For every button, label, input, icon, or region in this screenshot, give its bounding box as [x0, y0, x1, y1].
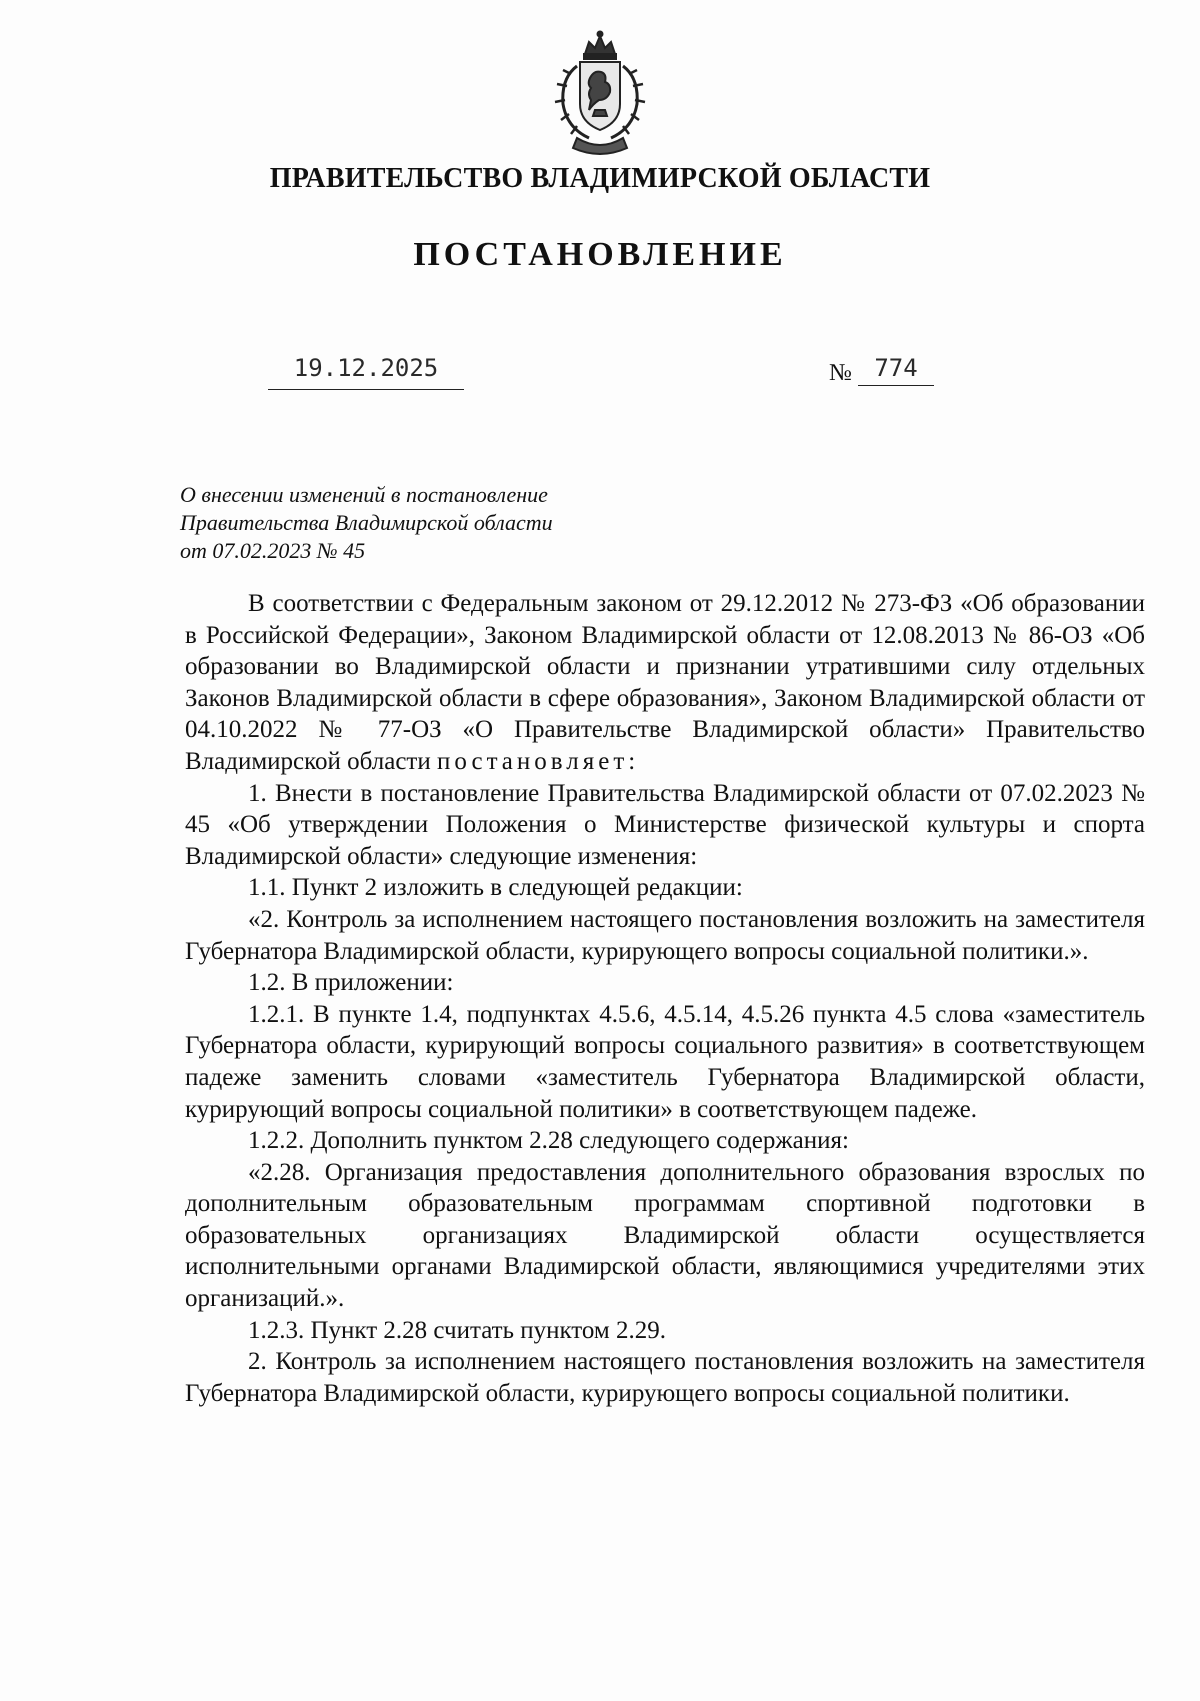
paragraph-2: 2. Контроль за исполнением настоящего постановления возложить на заместителя Губернатора Владимирской области, курирующего вопросы социальной политики.	[185, 1348, 1145, 1407]
paragraph-1-1: 1.1. Пункт 2 изложить в следующей редакции:	[248, 874, 743, 902]
paragraph-1-2-2-text: «2.28. Организация предоставления дополнительного образования взрослых по дополнительным образовательным программам спортивной подготовки в образовательных организациях Владимирской области осуществляется исполнительными органами Владимирской области, являющимися учредителями этих организаций.».	[185, 1158, 1145, 1313]
date-underline	[268, 389, 464, 390]
document-number: 774	[874, 354, 918, 382]
subject-line: от 07.02.2023 № 45	[180, 538, 366, 563]
number-underline	[858, 385, 934, 386]
paragraph-1-2-2: 1.2.2. Дополнить пунктом 2.28 следующего содержания:	[248, 1127, 849, 1155]
document-subject	[180, 481, 610, 565]
decree-word: постановляет:	[436, 747, 640, 775]
document-type-title: ПОСТАНОВЛЕНИЕ	[413, 236, 787, 273]
document-body	[185, 588, 1145, 1409]
document-date: 19.12.2025	[293, 354, 439, 382]
preamble-paragraph	[185, 588, 1145, 778]
subject-line: Правительства Владимирской области	[180, 510, 553, 535]
preamble-text: В соответствии с Федеральным законом от 29.12.2012 № 273-ФЗ «Об образовании в Российской Федерации», Законом Владимирской области от 12.08.2013 № 86-ОЗ «Об образовании во Владимирской области и признании утратившими силу отдельных Законов Владимирской области в сфере образования», Законом Владимирской области от 04.10.2022 № 77-ОЗ «О Правительстве Владимирской области» Правительство Владимирской области	[185, 590, 1145, 775]
paragraph-1-2-1: 1.2.1. В пункте 1.4, подпунктах 4.5.6, 4.5.14, 4.5.26 пункта 4.5 слова «заместитель Губернатора области, курирующий вопросы социального развития» в соответствующем падеже заменить словами «заместитель Губернатора Владимирской области, курирующий вопросы социальной политики» в соответствующем падеже.	[185, 1000, 1145, 1123]
organization-title: ПРАВИТЕЛЬСТВО ВЛАДИМИРСКОЙ ОБЛАСТИ	[269, 163, 931, 194]
number-sign: №	[829, 360, 852, 386]
subject-line: О внесении изменений в постановление	[180, 482, 548, 507]
paragraph-1-2: 1.2. В приложении:	[248, 969, 454, 997]
paragraph-1: 1. Внести в постановление Правительства Владимирской области от 07.02.2023 № 45 «Об утверждении Положения о Министерстве физической культуры и спорта Владимирской области» следующие изменения:	[185, 779, 1145, 870]
paragraph-1-1-text: «2. Контроль за исполнением настоящего постановления возложить на заместителя Губернатора Владимирской области, курирующего вопросы социальной политики.».	[185, 905, 1145, 965]
coat-of-arms-icon	[547, 30, 653, 158]
paragraph-1-2-3: 1.2.3. Пункт 2.28 считать пунктом 2.29.	[248, 1316, 666, 1344]
